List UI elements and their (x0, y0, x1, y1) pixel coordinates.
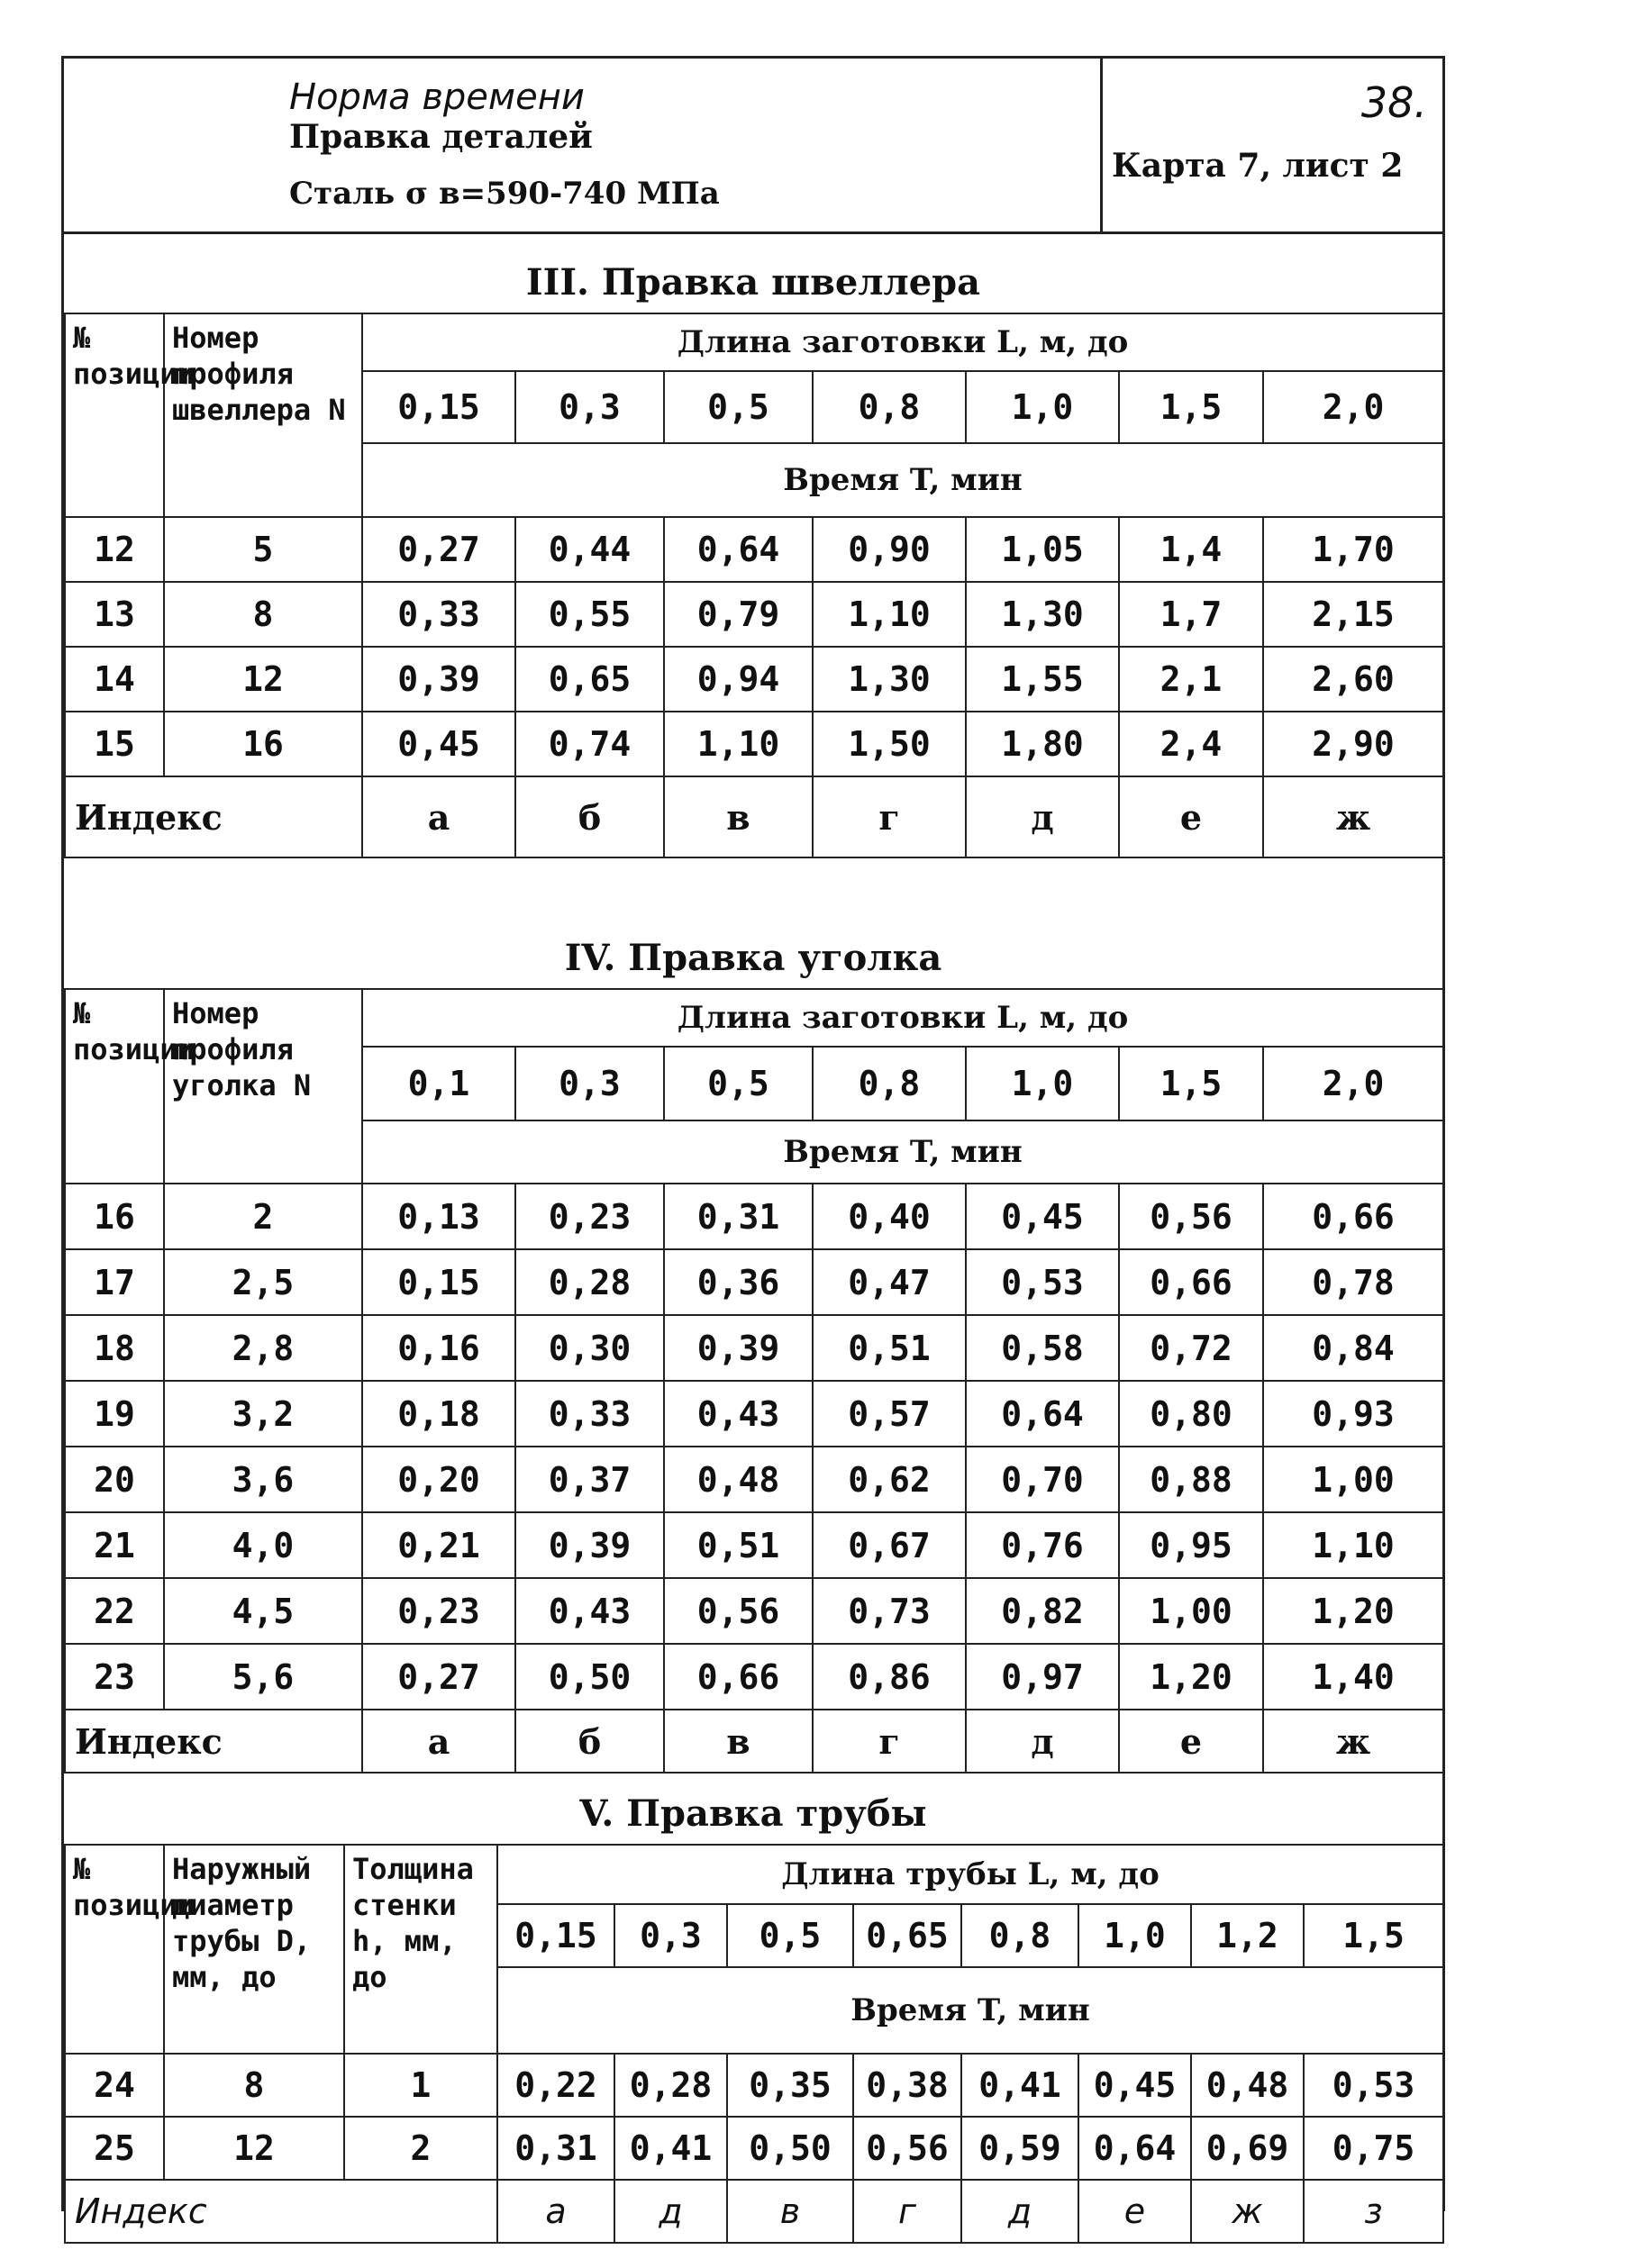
length-value: 0,5 (664, 1047, 813, 1120)
time-value: 0,23 (362, 1578, 515, 1644)
length-value: 0,3 (515, 371, 664, 443)
time-value: 0,73 (813, 1578, 966, 1644)
time-value: 0,41 (614, 2117, 727, 2180)
pipe-diameter: 8 (164, 2054, 344, 2117)
table-row (65, 517, 1443, 582)
time-value: 1,20 (1263, 1578, 1443, 1644)
time-value: 0,44 (515, 517, 664, 582)
time-value: 0,38 (853, 2054, 961, 2117)
section-3-table (64, 313, 1444, 858)
time-value: 0,43 (515, 1578, 664, 1644)
time-value: 0,16 (362, 1315, 515, 1381)
time-value: 0,90 (813, 517, 966, 582)
profile-number: 2 (164, 1184, 362, 1249)
profile-number: 16 (164, 712, 362, 776)
position-number: 19 (65, 1381, 164, 1447)
time-value: 0,66 (664, 1644, 813, 1710)
length-value: 0,65 (853, 1904, 961, 1967)
section-3-body (65, 517, 1443, 776)
index-letter: г (813, 776, 966, 857)
profile-number: 5 (164, 517, 362, 582)
length-value: 1,0 (1078, 1904, 1191, 1967)
table-row (65, 1249, 1443, 1315)
time-caption: Время T, мин (497, 1967, 1443, 2054)
index-letter: г (813, 1710, 966, 1773)
length-value: 0,8 (961, 1904, 1078, 1967)
time-value: 0,82 (966, 1578, 1119, 1644)
time-value: 0,48 (1191, 2054, 1304, 2117)
time-value: 0,51 (664, 1512, 813, 1578)
time-value: 0,47 (813, 1249, 966, 1315)
length-value: 2,0 (1263, 371, 1443, 443)
profile-number: 8 (164, 582, 362, 647)
length-value: 0,5 (664, 371, 813, 443)
position-number: 13 (65, 582, 164, 647)
time-value: 0,28 (515, 1249, 664, 1315)
time-value: 0,66 (1119, 1249, 1263, 1315)
time-value: 0,57 (813, 1381, 966, 1447)
card-id-box (1100, 59, 1445, 231)
time-value: 0,50 (727, 2117, 853, 2180)
index-letter: а (362, 1710, 515, 1773)
time-value: 0,13 (362, 1184, 515, 1249)
time-value: 0,51 (813, 1315, 966, 1381)
time-value: 2,15 (1263, 582, 1443, 647)
time-value: 0,86 (813, 1644, 966, 1710)
wall-thickness: 1 (344, 2054, 497, 2117)
position-number: 16 (65, 1184, 164, 1249)
time-value: 0,53 (1304, 2054, 1443, 2117)
table-row (65, 1578, 1443, 1644)
time-value: 0,55 (515, 582, 664, 647)
time-value: 0,67 (813, 1512, 966, 1578)
time-value: 0,56 (664, 1578, 813, 1644)
position-number: 12 (65, 517, 164, 582)
pipe-diameter: 12 (164, 2117, 344, 2180)
time-value: 0,33 (515, 1381, 664, 1447)
index-row (65, 776, 1443, 857)
time-value: 0,45 (1078, 2054, 1191, 2117)
index-letter: д (966, 1710, 1119, 1773)
time-value: 0,21 (362, 1512, 515, 1578)
index-letter: з (1304, 2180, 1443, 2243)
table-row (65, 2054, 1443, 2117)
index-letter: в (664, 1710, 813, 1773)
time-value: 0,74 (515, 712, 664, 776)
section-5-title: V. Правка трубы (579, 1792, 927, 1835)
index-letter: д (961, 2180, 1078, 2243)
length-caption: Длина заготовки L, м, до (362, 313, 1443, 371)
card-sheet-label: Карта 7, лист 2 (1112, 147, 1404, 185)
length-value: 1,0 (966, 1047, 1119, 1120)
table-row (65, 2117, 1443, 2180)
profile-number: 12 (164, 647, 362, 712)
time-value: 0,39 (515, 1512, 664, 1578)
time-value: 1,00 (1119, 1578, 1263, 1644)
length-value: 1,2 (1191, 1904, 1304, 1967)
time-value: 2,1 (1119, 647, 1263, 712)
length-value: 1,5 (1119, 371, 1263, 443)
index-letter: е (1078, 2180, 1191, 2243)
time-value: 1,10 (664, 712, 813, 776)
section-5-table (64, 1844, 1444, 2244)
time-value: 1,40 (1263, 1644, 1443, 1710)
time-value: 0,64 (664, 517, 813, 582)
index-letter: а (497, 2180, 614, 2243)
time-value: 1,70 (1263, 517, 1443, 582)
length-value: 0,8 (813, 371, 966, 443)
time-value: 0,27 (362, 1644, 515, 1710)
wall-thickness: 2 (344, 2117, 497, 2180)
length-value: 1,5 (1119, 1047, 1263, 1120)
time-caption: Время T, мин (362, 1120, 1443, 1184)
section-5-body (65, 2054, 1443, 2180)
position-number: 22 (65, 1578, 164, 1644)
index-letter: ж (1263, 776, 1443, 857)
index-letter: б (515, 1710, 664, 1773)
time-value: 0,41 (961, 2054, 1078, 2117)
time-value: 0,62 (813, 1447, 966, 1512)
col-profile-header: Номер профиля швеллера N (164, 313, 362, 517)
card-sheet (61, 56, 1445, 2231)
time-value: 1,30 (966, 582, 1119, 647)
table-row (65, 1512, 1443, 1578)
time-caption: Время T, мин (362, 443, 1443, 517)
length-value: 1,0 (966, 371, 1119, 443)
time-value: 0,70 (966, 1447, 1119, 1512)
profile-number: 3,6 (164, 1447, 362, 1512)
position-number: 15 (65, 712, 164, 776)
time-value: 2,90 (1263, 712, 1443, 776)
section-4-table (64, 988, 1444, 1774)
index-letter: ж (1263, 1710, 1443, 1773)
col-position-header: № позиции (65, 1845, 164, 2054)
operation-title: Правка деталей (289, 118, 593, 156)
time-value: 0,65 (515, 647, 664, 712)
time-value: 0,43 (664, 1381, 813, 1447)
profile-number: 4,5 (164, 1578, 362, 1644)
time-value: 0,15 (362, 1249, 515, 1315)
time-value: 0,31 (664, 1184, 813, 1249)
material-spec: Сталь σ в=590-740 МПа (289, 176, 720, 212)
time-value: 0,22 (497, 2054, 614, 2117)
length-value: 0,3 (515, 1047, 664, 1120)
profile-number: 5,6 (164, 1644, 362, 1710)
table-row (65, 1315, 1443, 1381)
time-value: 1,30 (813, 647, 966, 712)
index-letter: ж (1191, 2180, 1304, 2243)
col-wall-header: Толщина стенки h, мм, до (344, 1845, 497, 2054)
time-value: 0,84 (1263, 1315, 1443, 1381)
position-number: 25 (65, 2117, 164, 2180)
profile-number: 2,5 (164, 1249, 362, 1315)
length-value: 1,5 (1304, 1904, 1443, 1967)
time-value: 0,76 (966, 1512, 1119, 1578)
index-letter: е (1119, 776, 1263, 857)
length-value: 0,8 (813, 1047, 966, 1120)
time-value: 0,45 (966, 1184, 1119, 1249)
time-value: 0,45 (362, 712, 515, 776)
position-number: 17 (65, 1249, 164, 1315)
time-value: 0,69 (1191, 2117, 1304, 2180)
time-value: 1,10 (1263, 1512, 1443, 1578)
length-caption: Длина трубы L, м, до (497, 1845, 1443, 1904)
col-profile-header: Номер профиля уголка N (164, 989, 362, 1184)
index-label: Индекс (65, 1710, 362, 1773)
profile-number: 3,2 (164, 1381, 362, 1447)
time-value: 1,55 (966, 647, 1119, 712)
time-value: 0,58 (966, 1315, 1119, 1381)
table-row (65, 1381, 1443, 1447)
time-value: 0,72 (1119, 1315, 1263, 1381)
norm-title: Норма времени (289, 77, 585, 118)
index-letter: г (853, 2180, 961, 2243)
time-value: 1,05 (966, 517, 1119, 582)
time-value: 0,95 (1119, 1512, 1263, 1578)
table-row (65, 647, 1443, 712)
time-value: 2,60 (1263, 647, 1443, 712)
position-number: 18 (65, 1315, 164, 1381)
time-value: 0,78 (1263, 1249, 1443, 1315)
time-value: 0,28 (614, 2054, 727, 2117)
index-row (65, 1710, 1443, 1773)
time-value: 0,66 (1263, 1184, 1443, 1249)
table-row (65, 1644, 1443, 1710)
time-value: 0,56 (1119, 1184, 1263, 1249)
time-value: 0,39 (362, 647, 515, 712)
time-value: 0,64 (1078, 2117, 1191, 2180)
time-value: 1,50 (813, 712, 966, 776)
time-value: 0,88 (1119, 1447, 1263, 1512)
section-4-title: IV. Правка уголка (564, 937, 942, 979)
time-value: 0,97 (966, 1644, 1119, 1710)
profile-number: 2,8 (164, 1315, 362, 1381)
length-value: 0,3 (614, 1904, 727, 1967)
length-value: 0,1 (362, 1047, 515, 1120)
time-value: 0,64 (966, 1381, 1119, 1447)
section-4-body (65, 1184, 1443, 1710)
col-position-header: № позиции (65, 313, 164, 517)
index-letter: д (614, 2180, 727, 2243)
time-value: 1,4 (1119, 517, 1263, 582)
position-number: 14 (65, 647, 164, 712)
col-position-header: № позиции (65, 989, 164, 1184)
time-value: 0,35 (727, 2054, 853, 2117)
index-label: Индекс (65, 776, 362, 857)
time-value: 1,10 (813, 582, 966, 647)
time-value: 0,31 (497, 2117, 614, 2180)
profile-number: 4,0 (164, 1512, 362, 1578)
time-value: 1,00 (1263, 1447, 1443, 1512)
table-row (65, 582, 1443, 647)
time-value: 0,59 (961, 2117, 1078, 2180)
time-value: 2,4 (1119, 712, 1263, 776)
section-3-title: III. Правка швеллера (525, 261, 981, 304)
time-value: 1,7 (1119, 582, 1263, 647)
position-number: 20 (65, 1447, 164, 1512)
time-value: 0,30 (515, 1315, 664, 1381)
time-value: 0,23 (515, 1184, 664, 1249)
index-letter: д (966, 776, 1119, 857)
time-value: 0,33 (362, 582, 515, 647)
table-row (65, 712, 1443, 776)
time-value: 0,39 (664, 1315, 813, 1381)
time-value: 0,48 (664, 1447, 813, 1512)
position-number: 24 (65, 2054, 164, 2117)
time-value: 0,37 (515, 1447, 664, 1512)
index-letter: а (362, 776, 515, 857)
position-number: 21 (65, 1512, 164, 1578)
length-value: 0,15 (497, 1904, 614, 1967)
time-value: 0,79 (664, 582, 813, 647)
card-header (64, 59, 1442, 234)
length-value: 2,0 (1263, 1047, 1443, 1120)
time-value: 0,53 (966, 1249, 1119, 1315)
table-row (65, 1184, 1443, 1249)
time-value: 0,40 (813, 1184, 966, 1249)
page-number: 38. (1360, 78, 1427, 127)
time-value: 0,18 (362, 1381, 515, 1447)
index-row (65, 2180, 1443, 2243)
index-letter: в (664, 776, 813, 857)
index-letter: е (1119, 1710, 1263, 1773)
length-value: 0,15 (362, 371, 515, 443)
time-value: 0,56 (853, 2117, 961, 2180)
col-diameter-header: Наружный диаметр трубы D, мм, до (164, 1845, 344, 2054)
index-letter: б (515, 776, 664, 857)
table-row (65, 1447, 1443, 1512)
time-value: 0,27 (362, 517, 515, 582)
time-value: 0,20 (362, 1447, 515, 1512)
time-value: 0,94 (664, 647, 813, 712)
time-value: 0,36 (664, 1249, 813, 1315)
time-value: 0,75 (1304, 2117, 1443, 2180)
time-value: 0,80 (1119, 1381, 1263, 1447)
index-label: Индекс (65, 2180, 497, 2243)
time-value: 0,50 (515, 1644, 664, 1710)
length-value: 0,5 (727, 1904, 853, 1967)
time-value: 1,20 (1119, 1644, 1263, 1710)
position-number: 23 (65, 1644, 164, 1710)
length-caption: Длина заготовки L, м, до (362, 989, 1443, 1047)
index-letter: в (727, 2180, 853, 2243)
time-value: 1,80 (966, 712, 1119, 776)
time-value: 0,93 (1263, 1381, 1443, 1447)
